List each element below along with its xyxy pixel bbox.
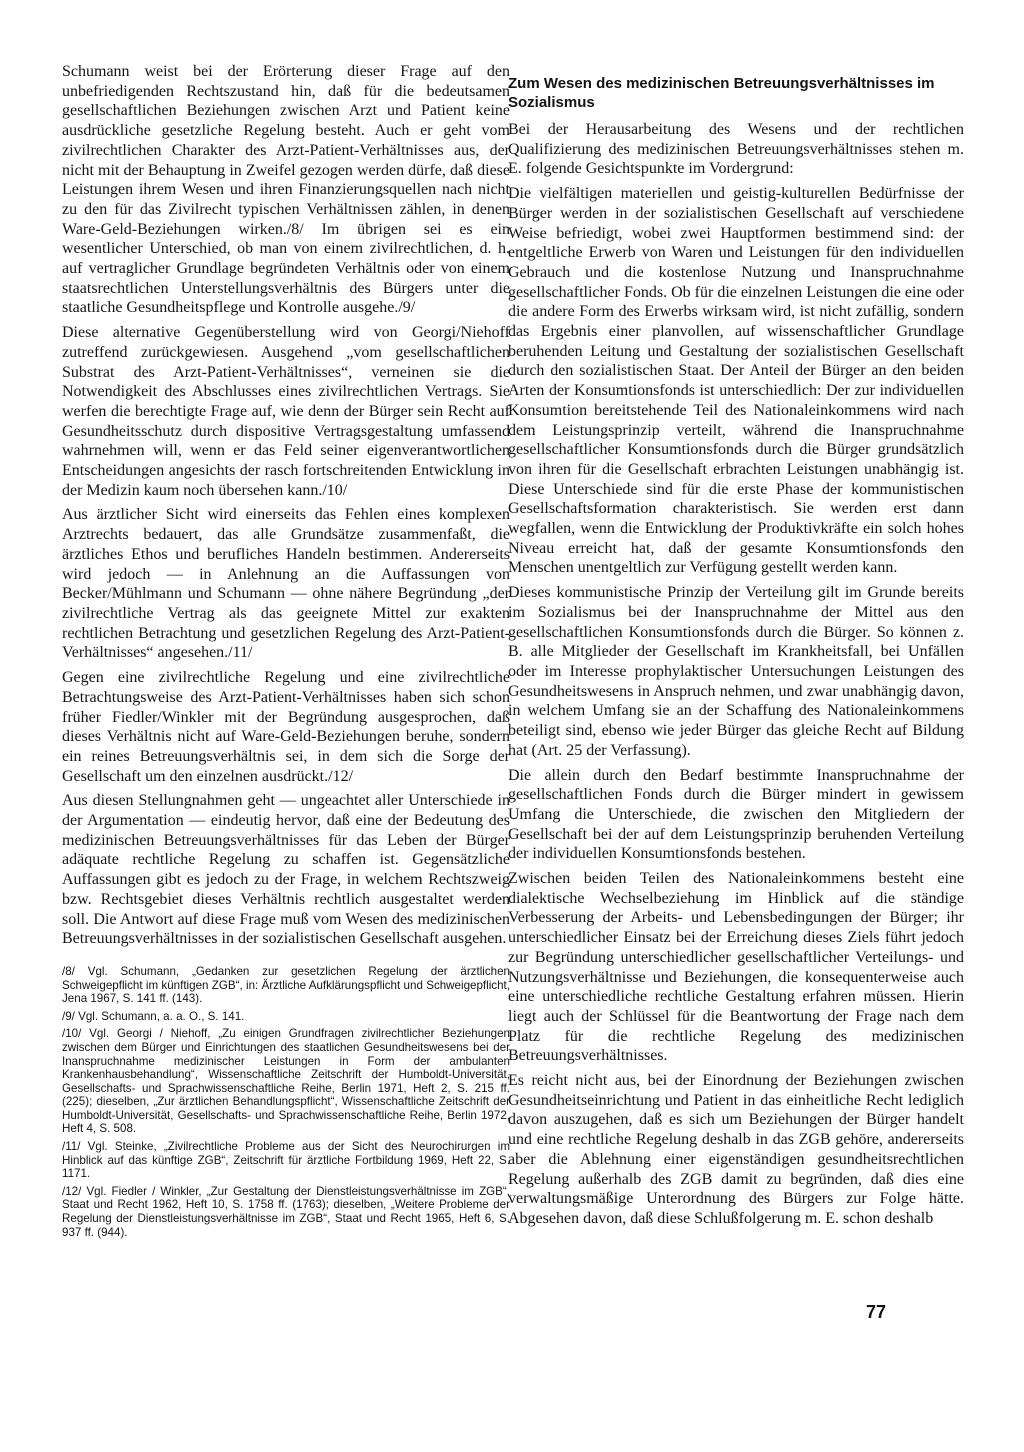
body-paragraph: Schumann weist bei der Erörterung dieser Frage auf den unbefriedigenden Rechtszustand hin, daß für die bedeutsamen gesellschaftlichen Beziehungen zwischen Arzt und Patient keine ausdrückliche gesetzliche Regelung besteht. Auch er geht vom zivilrechtlichen Charakter des Arzt-Patient-Verhältnisses aus, der nicht mit der Behauptung in Zweifel gezogen werden dürfe, daß diese Leistungen ihrem Wesen und ihren Finanzierungsquellen nach nicht zu den für das Zivilrecht typischen Verhältnissen zählen, in denen Ware-Geld-Beziehungen wirken./8/ Im übrigen sei es ein wesentlicher Unterschied, ob man von einem zivilrechtlichen, d. h. auf vertraglicher Grundlage begründeten Verhältnis oder von einem staatsrechtlichen Unterstellungsverhältnis des Bürgers unter die staatliche Gesundheitspflege und Kontrolle ausgehe./9/ [62,63,510,317]
body-paragraph: Dieses kommunistische Prinzip der Verteilung gilt im Grunde bereits im Sozialismus bei der Inanspruchnahme der Mittel aus den gesellschaftlichen Konsumtionsfonds durch die Bürger. So können z. B. alle Mitglieder der Gesellschaft im Krankheitsfall, bei Unfällen oder im Interesse prophylaktischer Untersuchungen Leistungen des Gesundheitswesens in Anspruch nehmen, und zwar unabhängig davon, in welchem Umfang sie an der Schaffung des Nationaleinkommens beteiligt sind, ebenso wie jeder Bürger das gleiche Recht auf Bildung hat (Art. 25 der Verfassung). [508,584,964,759]
body-paragraph: Gegen eine zivilrechtliche Regelung und eine zivilrechtliche Betrachtungsweise des Arzt-Patient-Verhältnisses haben sich schon früher Fiedler/Winkler mit der Begründung ausgesprochen, daß dieses Verhältnis nicht auf Ware-Geld-Beziehungen beruhe, sondern ein reines Betreuungsverhältnis sei, in dem sich die Sorge der Gesellschaft um den einzelnen ausdrückt./12/ [62,669,510,785]
body-paragraph: Bei der Herausarbeitung des Wesens und der rechtlichen Qualifizierung des medizinischen Betreuungsverhältnisses stehen m. E. folgende Gesichtspunkte im Vordergrund: [508,121,964,178]
page-number: 77 [866,1302,887,1322]
right-column [508,62,964,1234]
footnote: /9/ Vgl. Schumann, a. a. O., S. 141. [62,1009,245,1023]
left-column [62,62,510,1243]
footnote: /10/ Vgl. Georgi / Niehoff, „Zu einigen Grundfragen zivilrechtlicher Beziehungen zwischen dem Bürger und Einrichtungen des staatlichen Gesundheitswesens bei der Inanspruchnahme medizinischer Leistungen in Form der ambulanten Krankenhausbehandlung“, Wissenschaftliche Zeitschrift der Humboldt-Universität, Gesellschafts- und Sprachwissenschaftliche Reihe, Berlin 1971, Heft 2, S. 215 ff. (225); dieselben, „Zur ärztlichen Behandlungspflicht“, Wissenschaftliche Zeitschrift der Humboldt-Universität, Gesellschafts- und Sprachwissenschaftliche Reihe, Berlin 1972, Heft 4, S. 508. [62,1027,510,1136]
footnotes [62,965,510,1239]
section-heading: Zum Wesen des medizinischen Betreuungsverhältnisses im Sozialismus [508,75,935,111]
body-paragraph: Aus diesen Stellungnahmen geht — ungeachtet aller Unterschiede in der Argumentation — eindeutig hervor, daß eine der Bedeutung des medizinischen Betreuungsverhältnisses für das Leben der Bürger adäquate rechtliche Regelung zu schaffen ist. Gegensätzliche Auffassungen gibt es jedoch zu der Frage, in welchem Rechtszweig bzw. Rechtsgebiet dieses Verhältnis rechtlich ausgestaltet werden soll. Die Antwort auf diese Frage muß vom Wesen des medizinischen Betreuungsverhältnisses in der sozialistischen Gesellschaft ausgehen. [62,792,510,948]
footnote: /12/ Vgl. Fiedler / Winkler, „Zur Gestaltung der Dienstleistungsverhältnisse im ZGB“, Staat und Recht 1962, Heft 10, S. 1758 ff. (1763); dieselben, „Weitere Probleme der Regelung der Dienstleistungsverhältnisse im ZGB“, Staat und Recht 1965, Heft 6, S. 937 ff. (944). [62,1184,510,1239]
body-paragraph: Es reicht nicht aus, bei der Einordnung der Beziehungen zwischen Gesundheitseinrichtung und Patient in das einheitliche Recht lediglich davon auszugehen, daß es sich um Beziehungen der Bürger handelt und eine rechtliche Regelung deshalb in das ZGB gehöre, andererseits aber die Ablehnung einer eigenständigen gesundheitsrechtlichen Regelung außerhalb des ZGB damit zu begründen, daß dies eine verwaltungsmäßige Unterordnung des Bürgers zur Folge hätte. Abgesehen davon, daß diese Schlußfolgerung m. E. schon deshalb [508,1072,964,1227]
body-paragraph: Die vielfältigen materiellen und geistig-kulturellen Bedürfnisse der Bürger werden in der sozialistischen Gesellschaft auf verschiedene Weise befriedigt, wobei zwei Hauptformen bestimmend sind: der entgeltliche Erwerb von Waren und Leistungen für den individuellen Gebrauch und die kostenlose Nutzung und Inanspruchnahme gesellschaftlicher Fonds. Ob für die einzelnen Leistungen die eine oder die andere Form des Erwerbs wirksam wird, ist nicht zufällig, sondern das Ergebnis einer planvollen, auf wissenschaftlicher Grundlage beruhenden Leitung und Gestaltung der sozialistischen Gesellschaft durch den sozialistischen Staat. Der Anteil der Bürger an den beiden Arten der Konsumtionsfonds ist unterschiedlich: Der zur individuellen Konsumtion bereitstehende Teil des Nationaleinkommens wird nach dem Leistungsprinzip verteilt, während die Inanspruchnahme gesellschaftlicher Konsumtionsfonds durch die Bürger grundsätzlich von ihren für die Gesellschaft erbrachten Leistungen unabhängig ist. Diese Unterschiede sind für die erste Phase der kommunistischen Gesellschaftsformation charakteristisch. Sie werden erst dann wegfallen, wenn die Entwicklung der Produktivkräfte ein solch hohes Niveau erreicht hat, daß der gesamte Konsumtionsfonds den Menschen unentgeltlich zur Verfügung gestellt werden kann. [508,185,964,577]
body-paragraph: Diese alternative Gegenüberstellung wird von Georgi/Niehoff zutreffend zurückgewiesen. Ausgehend „vom gesellschaftlichen Substrat des Arzt-Patient-Verhältnisses“, verneinen sie die Notwendigkeit des Abschlusses eines zivilrechtlichen Vertrags. Sie werfen die berechtigte Frage auf, wie denn der Bürger sein Recht auf Gesundheitsschutz durch dispositive Vertragsgestaltung umfassend wahrnehmen will, wenn er das Feld seiner eigenverantwortlichen Entscheidungen angesichts der rasch fortschreitenden Entwicklung in der Medizin kaum noch übersehen kann./10/ [62,324,510,499]
body-paragraph: Die allein durch den Bedarf bestimmte Inanspruchnahme der gesellschaftlichen Fonds durch die Bürger mindert in gewissem Umfang die Unterschiede, die zwischen den Mitgliedern der Gesellschaft bei der auf dem Leistungsprinzip beruhenden Verteilung der individuellen Konsumtionsfonds bestehen. [508,766,964,863]
footnote: /11/ Vgl. Steinke, „Zivilrechtliche Probleme aus der Sicht des Neurochirurgen im Hinblick auf das künftige ZGB“, Zeitschrift für ärztliche Fortbildung 1969, Heft 22, S. 1171. [62,1140,510,1181]
footnote: /8/ Vgl. Schumann, „Gedanken zur gesetzlichen Regelung der ärztlichen Schweigepflicht im künftigen ZGB“, in: Ärztliche Aufklärungspflicht und Schweigepflicht, Jena 1967, S. 141 ff. (143). [62,964,510,1006]
body-paragraph: Aus ärztlicher Sicht wird einerseits das Fehlen eines komplexen Arztrechts bedauert, das alle Grundsätze zusammenfaßt, die ärztliches Ethos und berufliches Handeln bestimmen. Andererseits wird jedoch — in Anlehnung an die Auffassungen von Becker/Mühlmann und Schumann — ohne nähere Begründung „der zivilrechtliche Vertrag als das geeignete Mittel zur exakten rechtlichen Betrachtung und gesetzlichen Regelung des Arzt-Patient-Verhältnisses“ angesehen./11/ [62,506,510,662]
body-paragraph: Zwischen beiden Teilen des Nationaleinkommens besteht eine dialektische Wechselbeziehung im Hinblick auf die ständige Verbesserung der Arbeits- und Lebensbedingungen der Bürger; ihr unterschiedlicher Einsatz bei der Erreichung dieses Ziels führt jedoch zur Begründung unterschiedlicher gesellschaftlicher Verteilungs- und Nutzungsverhältnisse und Beziehungen, die konsequenterweise auch eine unterschiedliche rechtliche Gestaltung erfahren müssen. Hierin liegt auch der Schlüssel für die Beantwortung der Frage nach dem Platz für die rechtliche Regelung des medizinischen Betreuungsverhältnisses. [508,870,964,1065]
